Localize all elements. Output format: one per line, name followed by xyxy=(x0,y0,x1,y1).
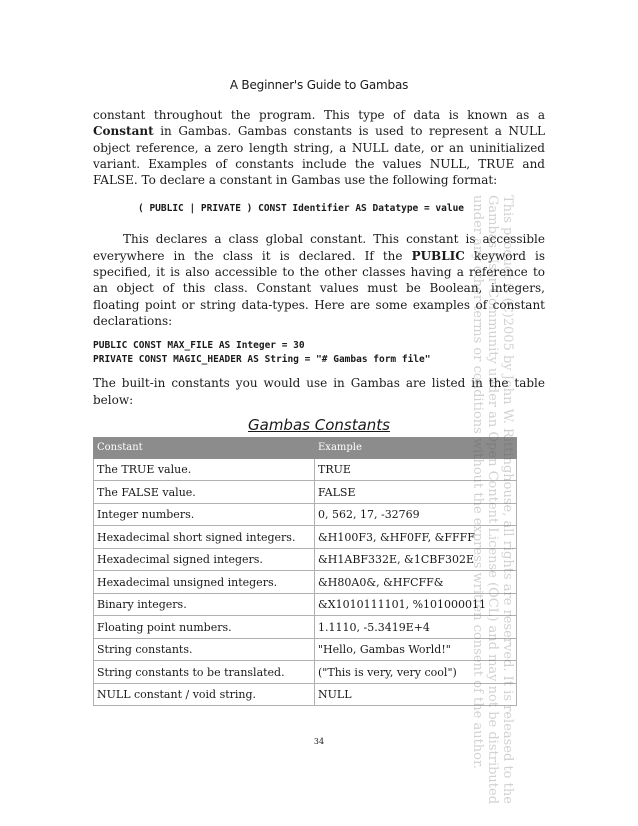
table-header-row xyxy=(94,437,517,458)
cell-constant: Binary integers. xyxy=(94,593,315,616)
paragraph-declaration-text-2: keyword is specified, it is also accessible to the other classes having a reference to an object of this class. Constant values must be Boolean, integers, floating point or string data-types. Here are some examples of constant declarations: xyxy=(93,248,545,328)
column-header-example: Example xyxy=(315,437,517,458)
paragraph-intro-text-2: in Gambas. Gambas constants is used to represent a NULL object reference, a zero length string, a NULL date, or an uninitialized variant. Examples of constants include the values NULL, TRUE and FALSE. To declare a constant in Gambas use the following format: xyxy=(93,124,545,188)
cell-example: &X1010111101, %101000011 xyxy=(315,593,517,616)
running-header: A Beginner's Guide to Gambas xyxy=(229,78,409,92)
cell-constant: Integer numbers. xyxy=(94,503,315,526)
column-header-constant: Constant xyxy=(94,437,315,458)
paragraph-builtin: The built-in constants you would use in Gambas are listed in the table below: xyxy=(93,376,545,407)
code-example-line: PRIVATE CONST MAGIC_HEADER AS String = "# Gambas form file" xyxy=(93,354,431,366)
cell-example: NULL xyxy=(315,683,517,706)
cell-example: TRUE xyxy=(315,458,517,481)
cell-constant: String constants to be translated. xyxy=(94,661,315,684)
watermark-line: Gambas User Community under an Open Content License (OCL) and may not be distributed xyxy=(485,195,500,805)
cell-constant: Floating point numbers. xyxy=(94,616,315,639)
term-constant: Constant xyxy=(93,124,154,139)
code-example-line: PUBLIC CONST MAX_FILE AS Integer = 30 xyxy=(93,340,305,352)
cell-example: 0, 562, 17, -32769 xyxy=(315,503,517,526)
table-row xyxy=(94,526,517,549)
watermark-line: This product is (C)2005 by John W. Rittinghouse, all rights are reserved. It is released to the xyxy=(500,195,515,804)
paragraph-intro xyxy=(93,107,545,188)
cell-example: "Hello, Gambas World!" xyxy=(315,638,517,661)
cell-constant: String constants. xyxy=(94,638,315,661)
cell-example: 1.1110, -5.3419E+4 xyxy=(315,616,517,639)
cell-example: &H80A0&, &HFCFF& xyxy=(315,571,517,594)
watermark-line: under any other terms or conditions without the express written consent of the author. xyxy=(470,195,485,769)
cell-constant: NULL constant / void string. xyxy=(94,683,315,706)
table-row xyxy=(94,683,517,706)
const-syntax-line: ( PUBLIC | PRIVATE ) CONST Identifier AS Datatype = value xyxy=(138,203,465,215)
cell-constant: Hexadecimal signed integers. xyxy=(94,548,315,571)
table-row xyxy=(94,503,517,526)
page-number: 34 xyxy=(313,737,325,746)
table-row xyxy=(94,481,517,504)
cell-example: &H100F3, &HF0FF, &FFFF xyxy=(315,526,517,549)
table-row xyxy=(94,638,517,661)
constants-table xyxy=(93,437,517,707)
table-row xyxy=(94,571,517,594)
cell-example: ("This is very, very cool") xyxy=(315,661,517,684)
table-row xyxy=(94,548,517,571)
copyright-watermark xyxy=(470,195,515,805)
table-row xyxy=(94,593,517,616)
paragraph-intro-text-1: constant throughout the program. This type of data is known as a xyxy=(93,108,545,122)
table-row xyxy=(94,661,517,684)
cell-constant: The TRUE value. xyxy=(94,458,315,481)
cell-example: &H1ABF332E, &1CBF302E xyxy=(315,548,517,571)
cell-example: FALSE xyxy=(315,481,517,504)
table-row xyxy=(94,616,517,639)
table-title: Gambas Constants xyxy=(248,415,390,434)
keyword-public: PUBLIC xyxy=(411,248,465,263)
paragraph-declaration-text-1: This declares a class global constant. This constant is accessible everywhere in the class it is declared. If the xyxy=(93,232,545,263)
table-row xyxy=(94,458,517,481)
cell-constant: The FALSE value. xyxy=(94,481,315,504)
cell-constant: Hexadecimal short signed integers. xyxy=(94,526,315,549)
cell-constant: Hexadecimal unsigned integers. xyxy=(94,571,315,594)
